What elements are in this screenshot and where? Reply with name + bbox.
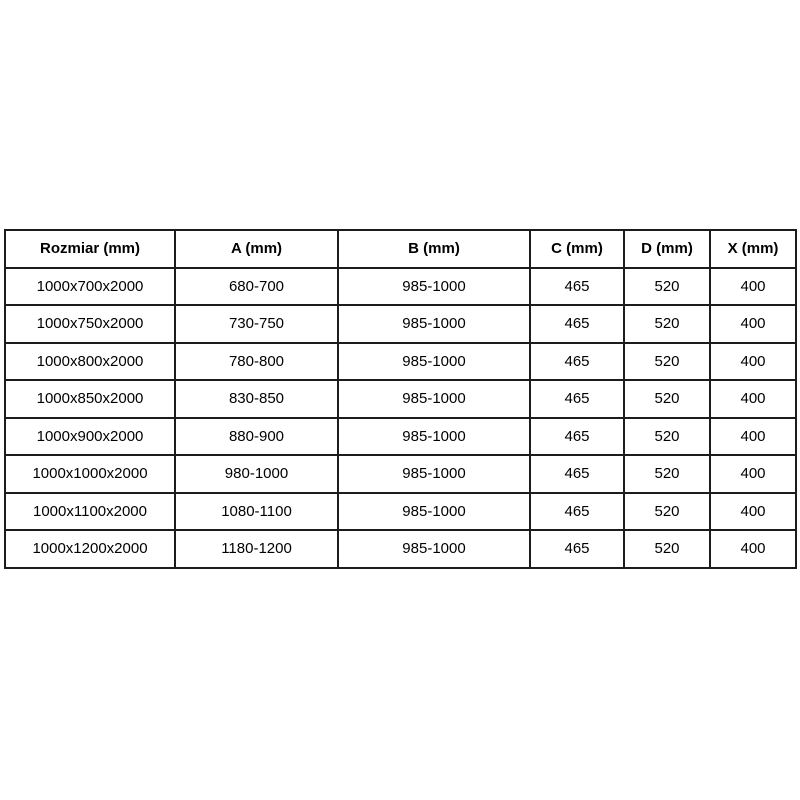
- table-cell: 520: [624, 305, 710, 343]
- table-cell: 985-1000: [338, 493, 530, 531]
- table-row: [5, 455, 796, 493]
- table-cell: 680-700: [175, 268, 338, 306]
- table-row: [5, 418, 796, 456]
- table-cell: 465: [530, 268, 624, 306]
- table-cell: 830-850: [175, 380, 338, 418]
- table-cell: 985-1000: [338, 305, 530, 343]
- table-cell: 400: [710, 343, 796, 381]
- table-cell: 1080-1100: [175, 493, 338, 531]
- table-cell: 1000x800x2000: [5, 343, 175, 381]
- table-cell: 465: [530, 493, 624, 531]
- table-cell: 520: [624, 380, 710, 418]
- table-header: [5, 230, 796, 268]
- table-cell: 520: [624, 530, 710, 568]
- table-body: [5, 268, 796, 568]
- table-cell: 880-900: [175, 418, 338, 456]
- table-cell: 400: [710, 380, 796, 418]
- table-row: [5, 493, 796, 531]
- table-cell: 520: [624, 418, 710, 456]
- table-cell: 1180-1200: [175, 530, 338, 568]
- table-cell: 1000x1100x2000: [5, 493, 175, 531]
- table-header-row: [5, 230, 796, 268]
- table-row: [5, 530, 796, 568]
- table-row: [5, 343, 796, 381]
- table-cell: 985-1000: [338, 455, 530, 493]
- table-cell: 1000x900x2000: [5, 418, 175, 456]
- table-cell: 520: [624, 343, 710, 381]
- table-cell: 400: [710, 305, 796, 343]
- table-cell: 730-750: [175, 305, 338, 343]
- table-cell: 400: [710, 455, 796, 493]
- column-header-a: A (mm): [175, 230, 338, 268]
- table-cell: 1000x750x2000: [5, 305, 175, 343]
- table-row: [5, 380, 796, 418]
- dimensions-table: [4, 229, 797, 569]
- table-cell: 1000x1000x2000: [5, 455, 175, 493]
- table-cell: 400: [710, 493, 796, 531]
- table-cell: 985-1000: [338, 418, 530, 456]
- table-cell: 465: [530, 305, 624, 343]
- table-cell: 985-1000: [338, 380, 530, 418]
- table-cell: 465: [530, 380, 624, 418]
- table-cell: 520: [624, 493, 710, 531]
- table-cell: 465: [530, 418, 624, 456]
- column-header-c: C (mm): [530, 230, 624, 268]
- table-cell: 985-1000: [338, 530, 530, 568]
- table-cell: 520: [624, 455, 710, 493]
- table-cell: 520: [624, 268, 710, 306]
- column-header-x: X (mm): [710, 230, 796, 268]
- table-row: [5, 305, 796, 343]
- table-cell: 985-1000: [338, 268, 530, 306]
- column-header-d: D (mm): [624, 230, 710, 268]
- table-cell: 465: [530, 455, 624, 493]
- table-cell: 985-1000: [338, 343, 530, 381]
- table-row: [5, 268, 796, 306]
- table-cell: 1000x700x2000: [5, 268, 175, 306]
- table-cell: 400: [710, 530, 796, 568]
- column-header-rozmiar: Rozmiar (mm): [5, 230, 175, 268]
- table-cell: 400: [710, 418, 796, 456]
- table-cell: 780-800: [175, 343, 338, 381]
- table-cell: 1000x850x2000: [5, 380, 175, 418]
- table-cell: 465: [530, 343, 624, 381]
- column-header-b: B (mm): [338, 230, 530, 268]
- table-cell: 1000x1200x2000: [5, 530, 175, 568]
- table-cell: 980-1000: [175, 455, 338, 493]
- table-cell: 465: [530, 530, 624, 568]
- table-cell: 400: [710, 268, 796, 306]
